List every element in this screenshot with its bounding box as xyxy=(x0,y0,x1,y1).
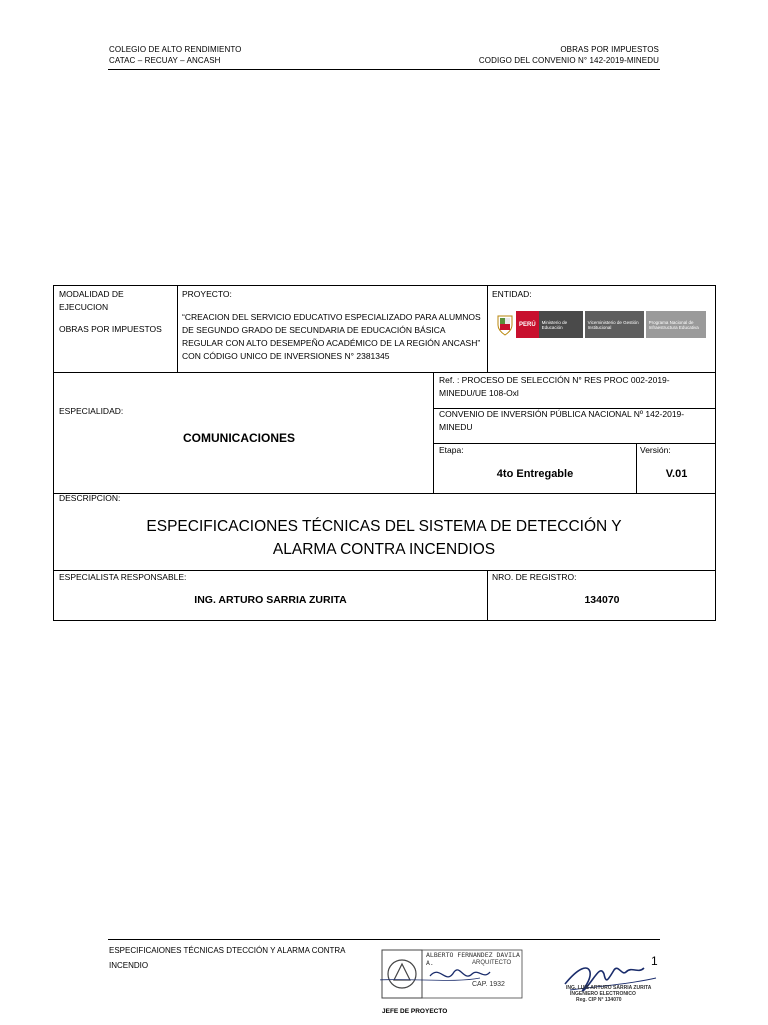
ref-text: Ref. : PROCESO DE SELECCIÓN N° RES PROC 002-2019-MINEDU/UE 108-Oxl xyxy=(439,375,670,398)
proyecto-text: “CREACION DEL SERVICIO EDUCATIVO ESPECIALIZADO PARA ALUMNOS DE SEGUNDO GRADO DE SECUNDARIA DE EDUCACIÓN BÁSICA REGULAR CON ALTO DESEMPEÑO ACADÉMICO DE LA REGIÓN ANCASH” CON CÓDIGO UNICO DE INVERSIONES N° 2381345 xyxy=(182,312,481,361)
stamp-cap: CAP. 1932 xyxy=(472,981,505,988)
school-location: CATAC – RECUAY – ANCASH xyxy=(109,56,221,65)
proyecto-label: PROYECTO: xyxy=(182,289,232,299)
modalidad-value: OBRAS POR IMPUESTOS xyxy=(59,324,162,334)
logo-ministerio: Ministerio de Educación xyxy=(539,311,583,338)
etapa-value: 4to Entregable xyxy=(496,468,574,480)
engineer-name: ING. LUIS ARTURO SARRIA ZURITA xyxy=(566,985,652,991)
especialidad-value: COMUNICACIONES xyxy=(183,431,296,445)
title-line-1: ESPECIFICACIONES TÉCNICAS DEL SISTEMA DE DETECCIÓN Y xyxy=(146,518,622,535)
stamp-name: ALBERTO FERNANDEZ DAVILA A. xyxy=(426,951,520,967)
minedu-logo xyxy=(494,311,710,338)
entidad-label: ENTIDAD: xyxy=(492,289,532,299)
school-name: COLEGIO DE ALTO RENDIMIENTO xyxy=(109,45,242,54)
descripcion-label: DESCRIPCION: xyxy=(59,493,121,503)
col-divider xyxy=(177,285,178,373)
row-divider xyxy=(53,493,716,494)
header-right xyxy=(479,44,659,66)
logo-peru: PERÚ xyxy=(516,311,539,338)
registro-value: 134070 xyxy=(584,594,620,606)
row-divider xyxy=(53,372,716,373)
header-divider xyxy=(108,69,660,70)
title-line-2: ALARMA CONTRA INCENDIOS xyxy=(272,541,496,558)
footer-divider xyxy=(108,939,660,940)
convenio-code: CODIGO DEL CONVENIO N° 142-2019-MINEDU xyxy=(478,56,659,65)
especialidad-label: ESPECIALIDAD: xyxy=(59,406,124,416)
page-number: 1 xyxy=(651,954,658,968)
logo-viceministerio: Viceministerio de Gestión Institucional xyxy=(585,311,644,338)
jefe-de-proyecto: JEFE DE PROYECTO xyxy=(382,1008,448,1015)
footer-text: ESPECIFICAIONES TÉCNICAS DTECCIÓN Y ALARMA CONTRA INCENDIO xyxy=(109,946,346,970)
engineer-title: INGENIERO ELECTRONICO xyxy=(570,991,636,997)
peru-shield-icon xyxy=(494,311,516,338)
etapa-label: Etapa: xyxy=(439,445,464,455)
especialista-value: ING. ARTURO SARRIA ZURITA xyxy=(194,594,347,606)
convenio-text: CONVENIO DE INVERSIÓN PÚBLICA NACIONAL Nº 142-2019-MINEDU xyxy=(439,409,685,432)
stamp-title: ARQUITECTO xyxy=(472,960,512,966)
modalidad-label: MODALIDAD DE EJECUCION xyxy=(59,289,124,312)
architect-stamp xyxy=(380,946,528,1006)
engineer-reg: Reg. CIP N° 134070 xyxy=(576,997,622,1003)
header-left xyxy=(109,44,242,66)
row-divider xyxy=(433,443,716,444)
document-title xyxy=(53,515,715,561)
version-label: Versión: xyxy=(640,445,671,455)
engineer-credentials xyxy=(566,985,651,1003)
program-name: OBRAS POR IMPUESTOS xyxy=(560,45,659,54)
col-divider xyxy=(487,285,488,373)
registro-label: NRO. DE REGISTRO: xyxy=(492,572,577,582)
logo-programa: Programa Nacional de Infraestructura Educativa xyxy=(646,311,706,338)
especialista-label: ESPECIALISTA RESPONSABLE: xyxy=(59,572,187,582)
version-value: V.01 xyxy=(665,468,688,480)
